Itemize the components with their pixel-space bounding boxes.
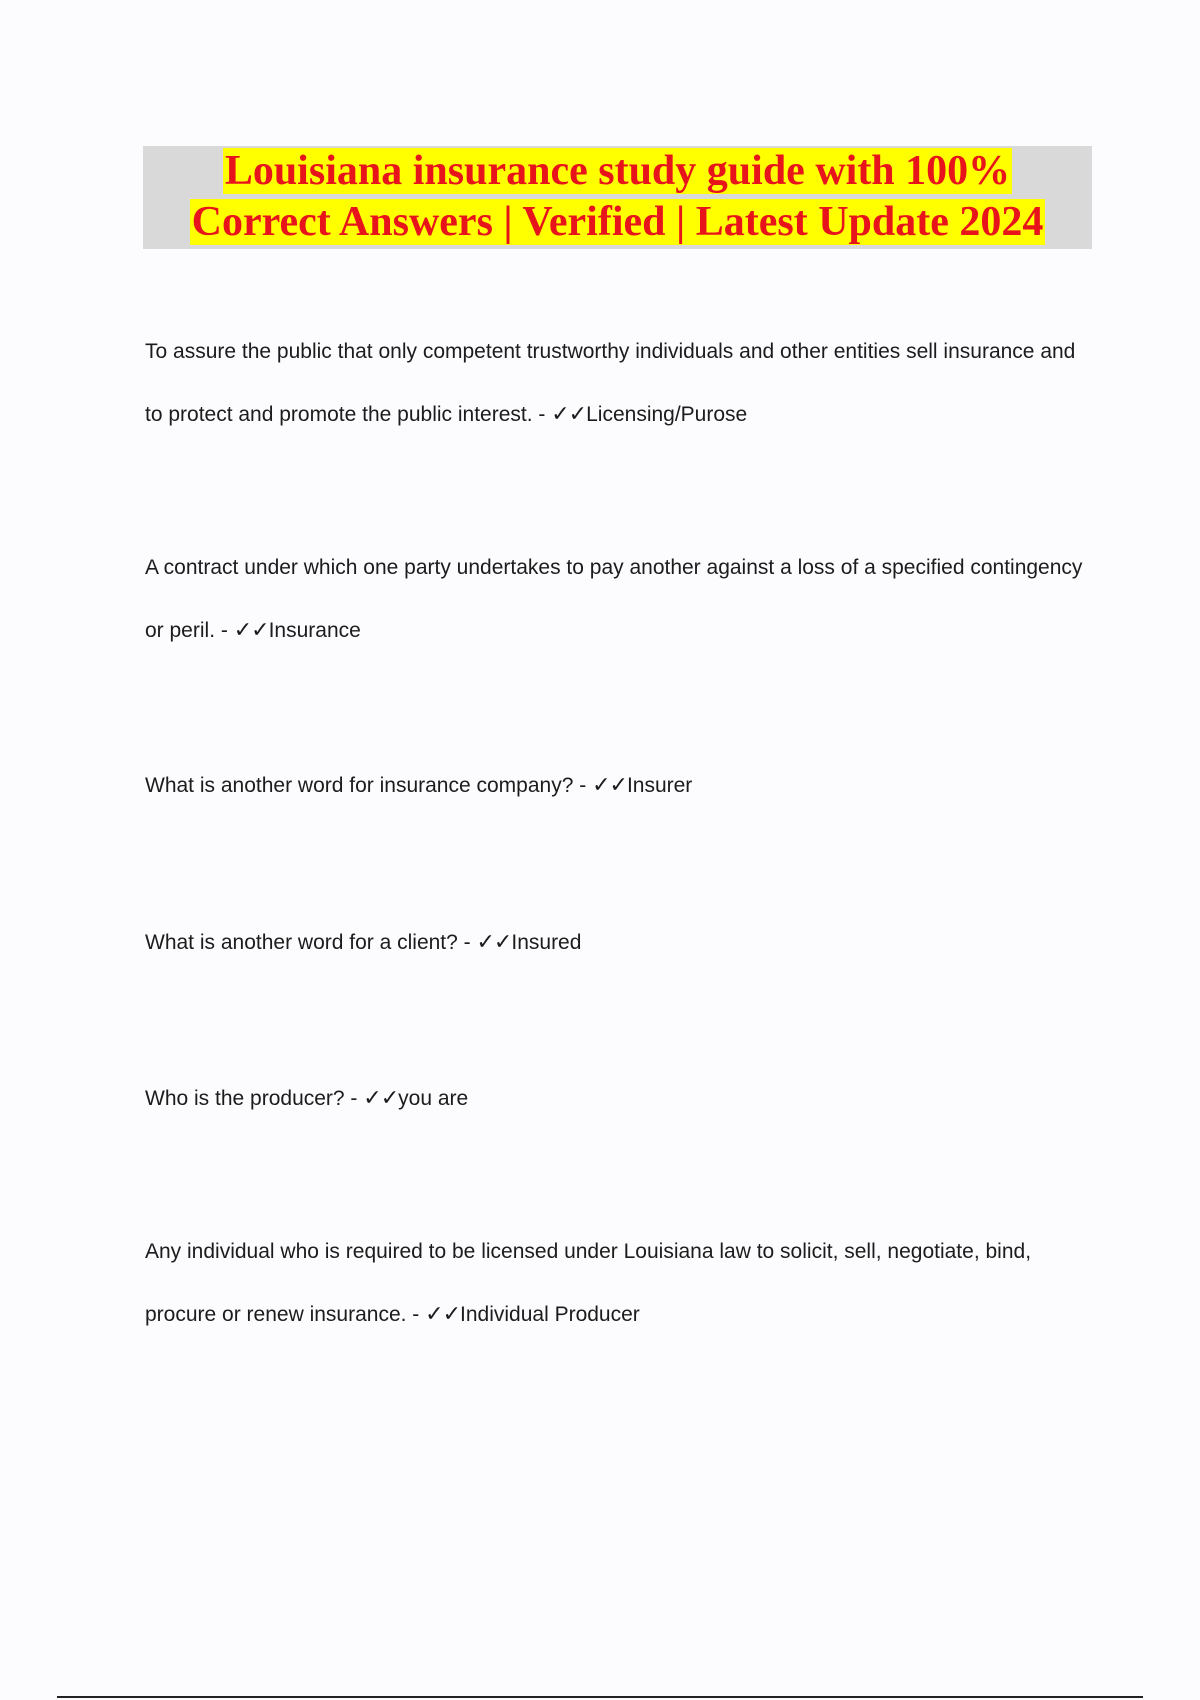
qa-item: [145, 911, 1095, 974]
double-check-icon: ✓✓: [592, 773, 627, 798]
question-text: A contract under which one party undertakes to pay another against a loss of a specified contingency or peril. -: [145, 556, 1083, 642]
qa-item: [145, 1220, 1095, 1346]
answer-text: Licensing/Purose: [586, 403, 748, 426]
double-check-icon: ✓✓: [551, 402, 587, 427]
document-title: [143, 146, 1092, 249]
qa-item: [145, 1067, 1095, 1130]
answer-text: Insured: [511, 931, 582, 954]
question-text: What is another word for insurance company? -: [145, 774, 587, 797]
title-line-2: Correct Answers | Verified | Latest Update 2024: [191, 199, 1044, 245]
answer-text: Individual Producer: [460, 1303, 640, 1326]
title-line-1: Louisiana insurance study guide with 100%: [224, 148, 1011, 194]
footer-divider: [57, 1696, 1143, 1698]
qa-item: [145, 754, 1095, 817]
question-text: Who is the producer? -: [145, 1087, 358, 1110]
answer-text: Insurer: [626, 774, 693, 797]
question-text: What is another word for a client? -: [145, 931, 471, 954]
answer-text: you are: [398, 1087, 469, 1110]
double-check-icon: ✓✓: [476, 930, 512, 955]
answer-text: Insurance: [268, 619, 361, 642]
double-check-icon: ✓✓: [363, 1086, 399, 1111]
double-check-icon: ✓✓: [425, 1302, 461, 1327]
question-text: Any individual who is required to be licensed under Louisiana law to solicit, sell, negotiate, bind, procure or renew insurance. -: [145, 1240, 1032, 1326]
qa-item: [145, 320, 1095, 446]
double-check-icon: ✓✓: [233, 618, 269, 643]
question-text: To assure the public that only competent trustworthy individuals and other entities sell insurance and to protect and promote the public interest. -: [145, 340, 1076, 426]
qa-item: [145, 536, 1095, 662]
